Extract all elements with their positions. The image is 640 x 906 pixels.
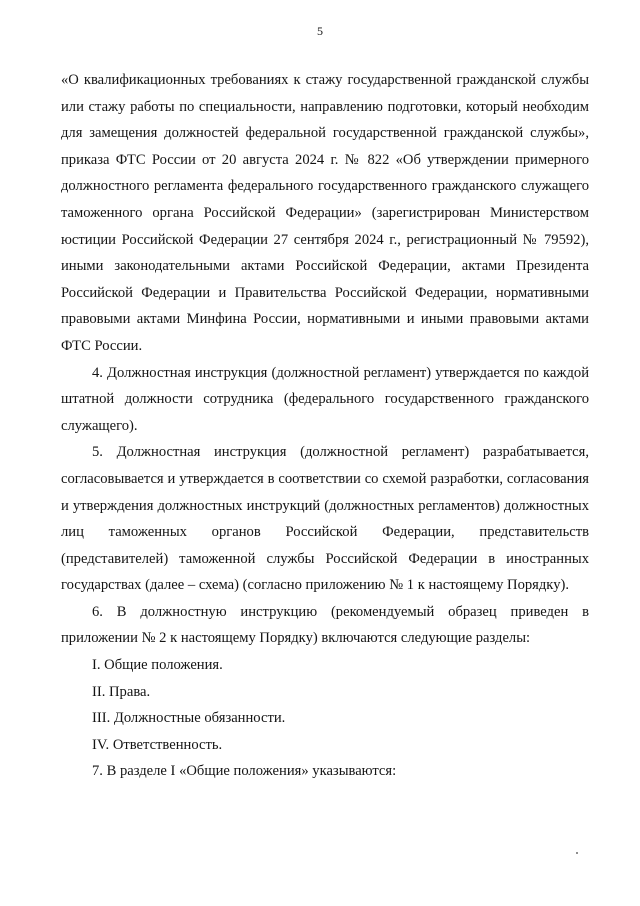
section-list-item: I. Общие положения.	[92, 657, 223, 674]
document-body	[61, 67, 589, 785]
paragraph-continuation: «О квалификационных требованиях к стажу государственной гражданской службы или стажу работы по специальности, направлению подготовки, который необходим для замещения должностей федеральной государственной гражданской службы», приказа ФТС России от 20 августа 2024 г. № 822 «Об утверждении примерного должностного регламента федерального государственного гражданского служащего таможенного органа Российской Федерации» (зарегистрирован Министерством юстиции Российской Федерации 27 сентября 2024 г., регистрационный № 79592), иными законодательными актами Российской Федерации, актами Президента Российской Федерации и Правительства Российской Федерации, нормативными правовыми актами Минфина России, нормативными и иными правовыми актами ФТС России.	[61, 72, 589, 354]
scan-speck	[576, 852, 578, 854]
section-list-item: II. Права.	[92, 683, 151, 700]
paragraph-7: 7. В разделе I «Общие положения» указываются:	[92, 763, 397, 780]
section-list-item: III. Должностные обязанности.	[92, 710, 286, 727]
paragraph-4: 4. Должностная инструкция (должностной регламент) утверждается по каждой штатной должности сотрудника (федерального государственного гражданского служащего).	[61, 364, 589, 434]
paragraph-5: 5. Должностная инструкция (должностной регламент) разрабатывается, согласовывается и утверждается в соответствии со схемой разработки, согласования и утверждения должностных инструкций (должностных регламентов) должностных лиц таможенных органов Российской Федерации, представительств (представителей) таможенной службы Российской Федерации в иностранных государствах (далее – схема) (согласно приложению № 1 к настоящему Порядку).	[61, 444, 589, 594]
page-number: 5	[317, 24, 323, 38]
section-list-item: IV. Ответственность.	[92, 736, 223, 753]
paragraph-6: 6. В должностную инструкцию (рекомендуемый образец приведен в приложении № 2 к настоящему Порядку) включаются следующие разделы:	[61, 603, 589, 647]
